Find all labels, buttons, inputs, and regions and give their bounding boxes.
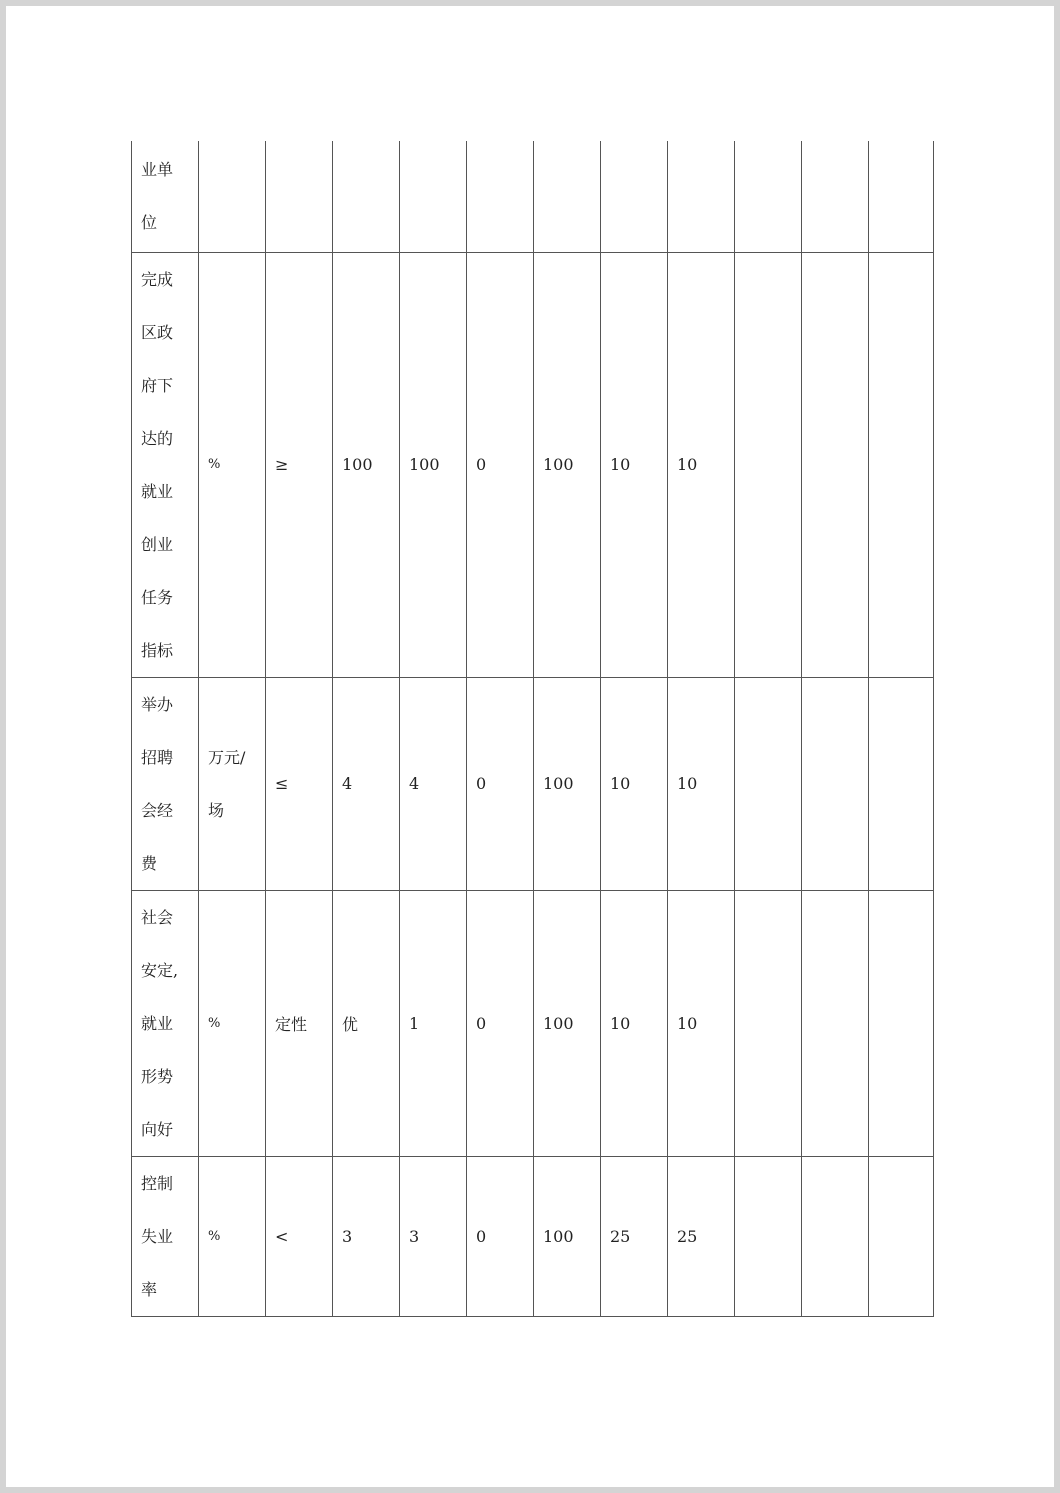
- indicator-name-line: 率: [141, 1279, 158, 1299]
- indicator-name-cell: [132, 1156, 199, 1316]
- indicator-name-line: 招聘: [141, 747, 174, 767]
- empty-cell: [735, 1156, 802, 1316]
- unit-line: 场: [208, 800, 225, 820]
- score-cell: 25: [668, 1156, 735, 1316]
- score-cell: 10: [668, 252, 735, 677]
- rate-cell: 100: [534, 890, 601, 1156]
- indicator-name-cell: [132, 141, 199, 252]
- weight-cell: [601, 141, 668, 252]
- indicator-name-line: 指标: [141, 640, 174, 660]
- unit-cell: [199, 677, 266, 890]
- operator-cell: [266, 141, 333, 252]
- indicator-name-cell: [132, 677, 199, 890]
- target-cell: 100: [333, 252, 400, 677]
- empty-cell: [735, 252, 802, 677]
- indicator-name-line: 府下: [141, 375, 174, 395]
- empty-cell: [869, 677, 934, 890]
- table-row: [132, 252, 934, 677]
- unit-cell: %: [199, 1156, 266, 1316]
- indicator-name-line: 控制: [141, 1173, 174, 1193]
- document-page: [6, 6, 1054, 1487]
- actual-cell: [400, 141, 467, 252]
- indicator-name-line: 费: [141, 853, 158, 873]
- indicator-name-line: 区政: [141, 322, 174, 342]
- indicator-name-line: 会经: [141, 800, 174, 820]
- actual-cell: 3: [400, 1156, 467, 1316]
- target-cell: [333, 141, 400, 252]
- indicator-name-line: 完成: [141, 269, 174, 289]
- unit-line: 万元/: [208, 747, 246, 767]
- indicator-name-line: 创业: [141, 534, 174, 554]
- indicator-name-line: 形势: [141, 1066, 174, 1086]
- actual-cell: 4: [400, 677, 467, 890]
- indicator-name-line: 就业: [141, 1013, 174, 1033]
- table-row: [132, 1156, 934, 1316]
- rate-cell: 100: [534, 252, 601, 677]
- weight-cell: 25: [601, 1156, 668, 1316]
- empty-cell: [735, 890, 802, 1156]
- target-cell: 3: [333, 1156, 400, 1316]
- indicator-name-line: 失业: [141, 1226, 174, 1246]
- unit-cell: [199, 141, 266, 252]
- rate-cell: 100: [534, 1156, 601, 1316]
- actual-cell: 1: [400, 890, 467, 1156]
- indicator-name-line: 达的: [141, 428, 174, 448]
- table-row: [132, 141, 934, 252]
- empty-cell: [802, 1156, 869, 1316]
- table-row: [132, 677, 934, 890]
- operator-cell: ≥: [266, 252, 333, 677]
- deviation-cell: 0: [467, 1156, 534, 1316]
- score-cell: 10: [668, 677, 735, 890]
- unit-cell: %: [199, 890, 266, 1156]
- rate-cell: [534, 141, 601, 252]
- table-row: [132, 890, 934, 1156]
- empty-cell: [802, 252, 869, 677]
- deviation-cell: [467, 141, 534, 252]
- operator-cell: 定性: [266, 890, 333, 1156]
- empty-cell: [869, 252, 934, 677]
- indicator-name-line: 社会: [141, 907, 174, 927]
- score-cell: 10: [668, 890, 735, 1156]
- empty-cell: [735, 141, 802, 252]
- empty-cell: [802, 141, 869, 252]
- weight-cell: 10: [601, 890, 668, 1156]
- empty-cell: [869, 1156, 934, 1316]
- empty-cell: [802, 890, 869, 1156]
- indicator-name-cell: [132, 890, 199, 1156]
- actual-cell: 100: [400, 252, 467, 677]
- indicator-name-line: 举办: [141, 694, 174, 714]
- indicator-name-line: 就业: [141, 481, 174, 501]
- performance-indicator-table: [131, 141, 934, 1317]
- indicator-name-line: 业单: [141, 160, 174, 180]
- indicator-name-line: 任务: [141, 587, 174, 607]
- weight-cell: 10: [601, 677, 668, 890]
- operator-cell: <: [266, 1156, 333, 1316]
- deviation-cell: 0: [467, 677, 534, 890]
- rate-cell: 100: [534, 677, 601, 890]
- deviation-cell: 0: [467, 890, 534, 1156]
- target-cell: 优: [333, 890, 400, 1156]
- unit-cell: %: [199, 252, 266, 677]
- empty-cell: [735, 677, 802, 890]
- empty-cell: [869, 890, 934, 1156]
- deviation-cell: 0: [467, 252, 534, 677]
- indicator-name-cell: [132, 252, 199, 677]
- indicator-name-line: 位: [141, 213, 158, 233]
- indicator-name-line: 安定,: [141, 960, 179, 980]
- operator-cell: ≤: [266, 677, 333, 890]
- weight-cell: 10: [601, 252, 668, 677]
- score-cell: [668, 141, 735, 252]
- target-cell: 4: [333, 677, 400, 890]
- empty-cell: [802, 677, 869, 890]
- empty-cell: [869, 141, 934, 252]
- indicator-name-line: 向好: [141, 1119, 174, 1139]
